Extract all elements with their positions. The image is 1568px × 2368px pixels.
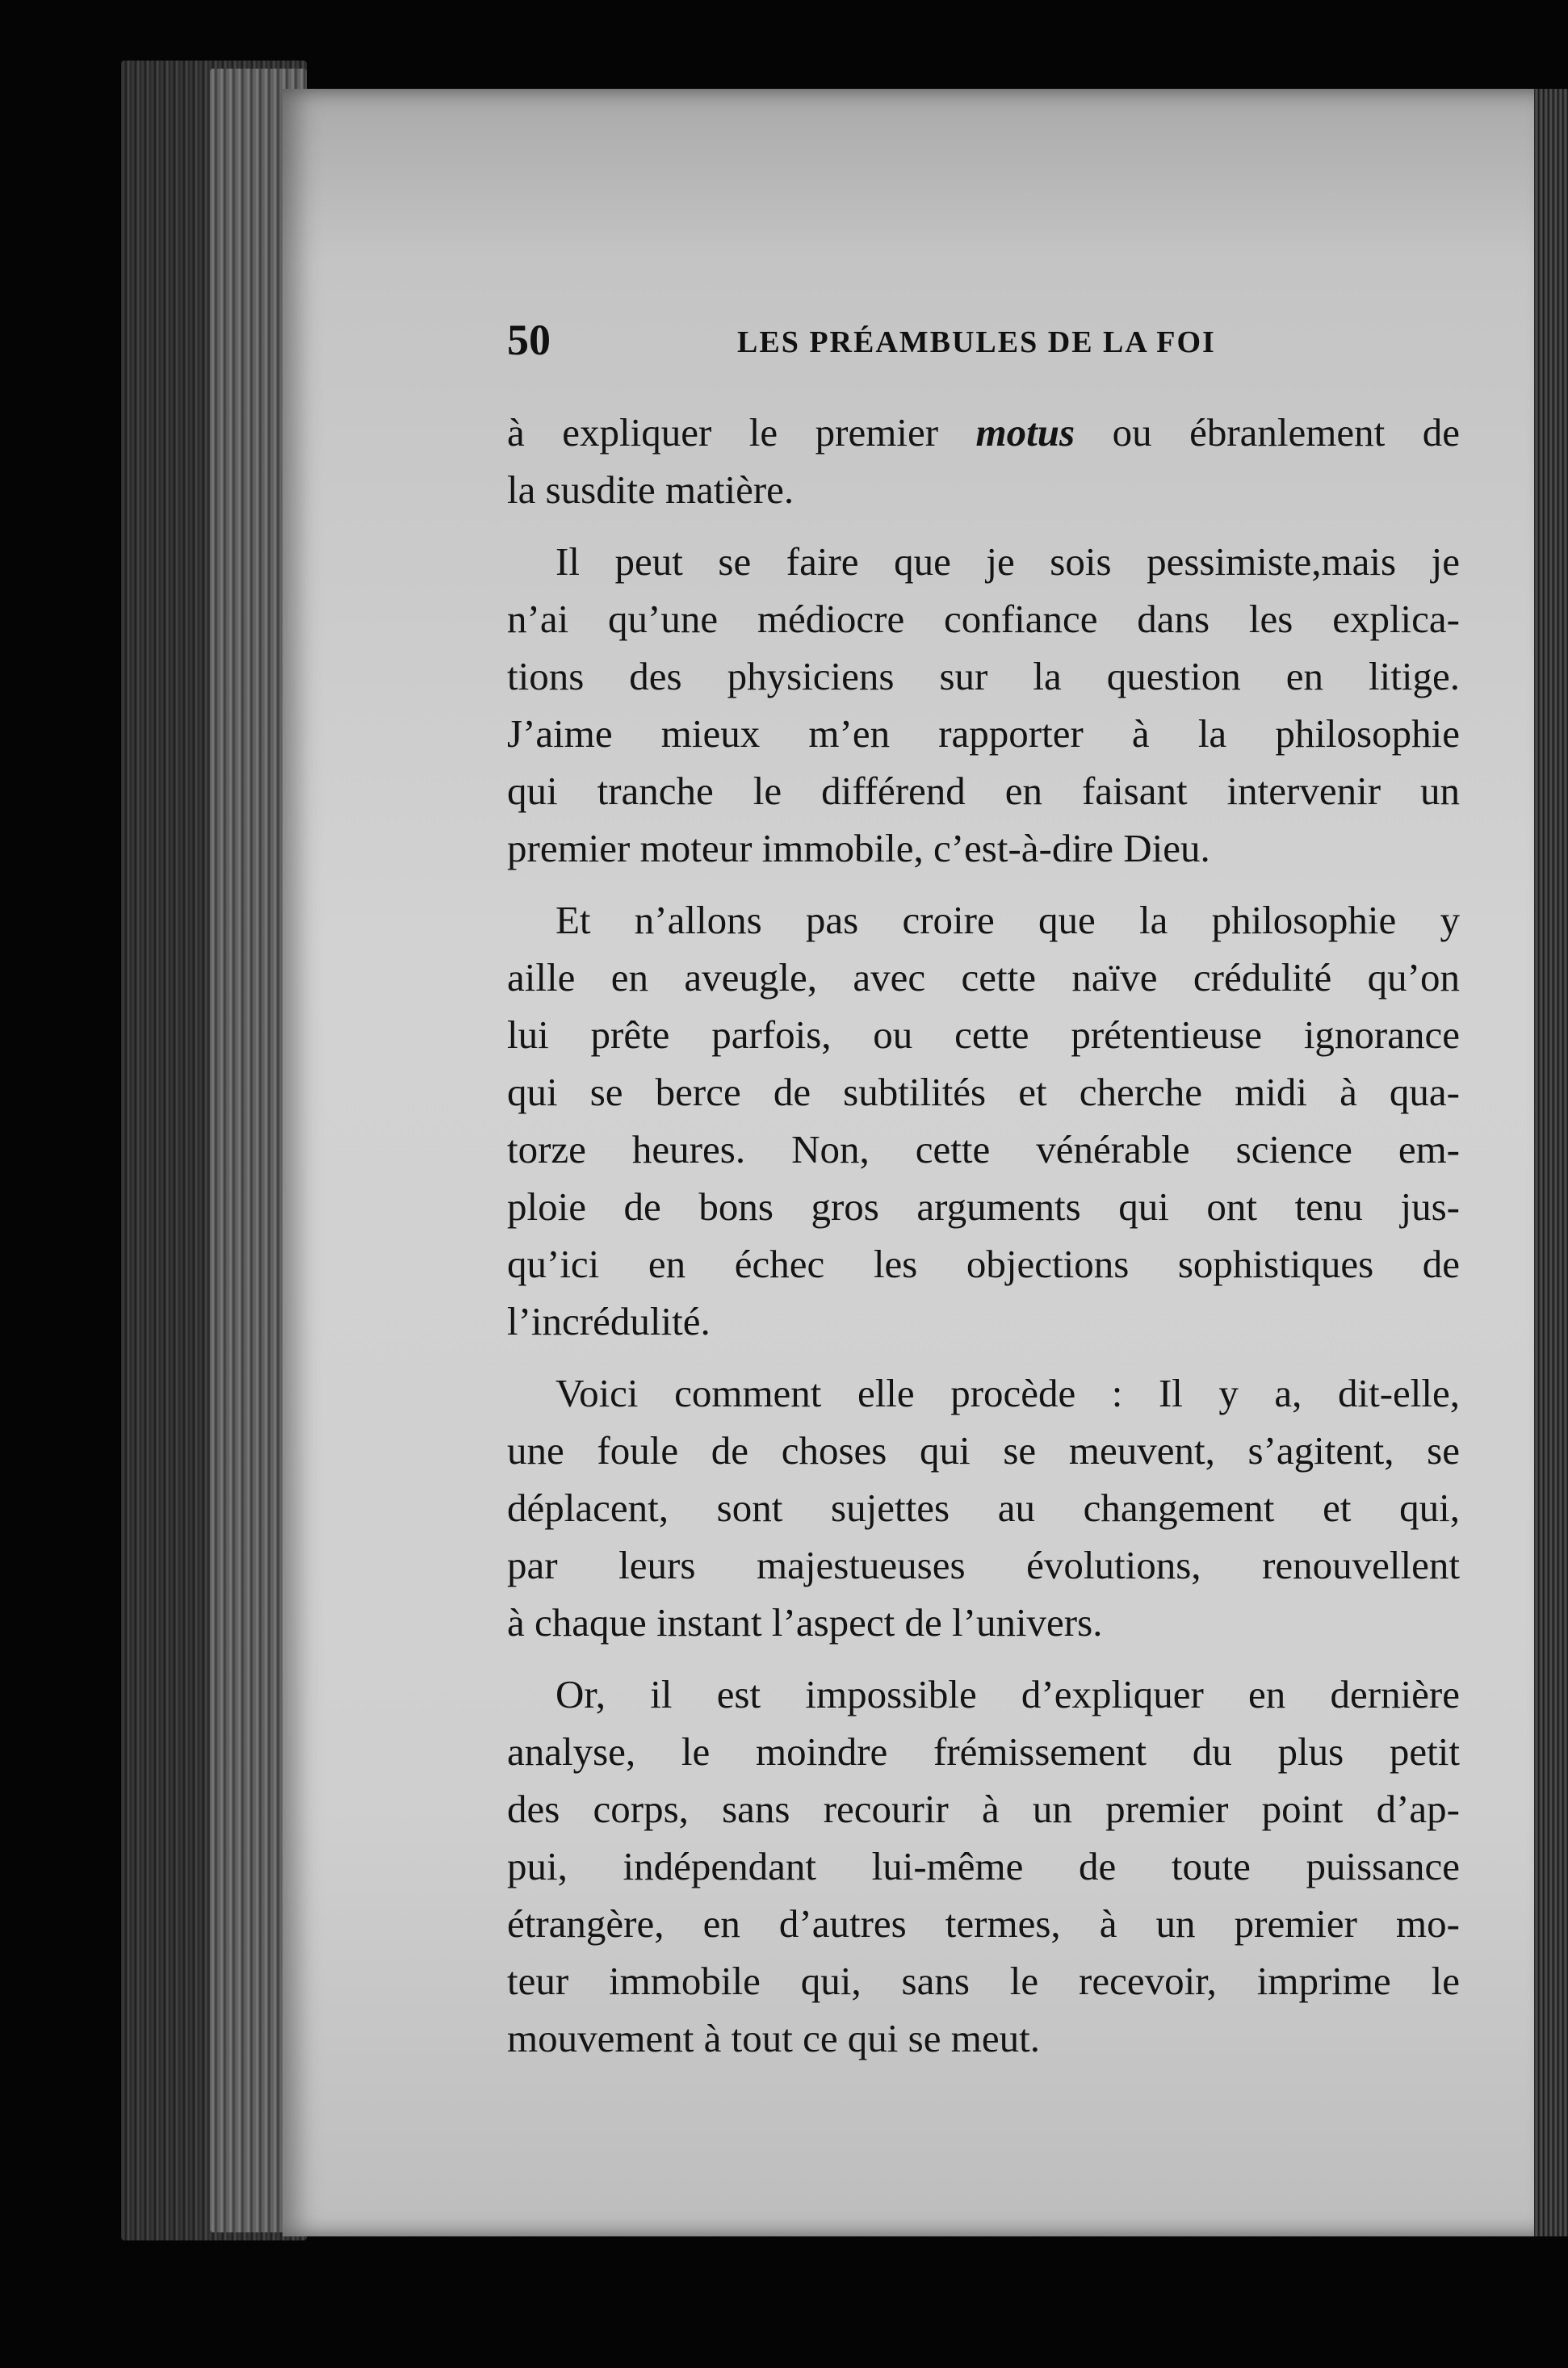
text-line: pui, indépendant lui-même de toute puissance [507, 1844, 1460, 1888]
text-line: aille en aveugle, avec cette naïve crédulité qu’on [507, 955, 1460, 1000]
paragraph-1 [507, 404, 1460, 518]
text-line: étrangère, en d’autres termes, à un premier mo- [507, 1901, 1460, 1946]
text-line: mouvement à tout ce qui se meut. [507, 2016, 1040, 2060]
text-line: par leurs majestueuses évolutions, renouvellent [507, 1543, 1460, 1587]
paragraph-3 [507, 891, 1460, 1350]
text-line: tions des physiciens sur la question en litige. [507, 654, 1460, 698]
text-line: la susdite matière. [507, 467, 794, 512]
italic-term: motus [975, 410, 1075, 455]
text-line: l’incrédulité. [507, 1299, 711, 1343]
text-line: qu’ici en échec les objections sophistiques de [507, 1242, 1460, 1286]
running-head: LES PRÉAMBULES DE LA FOI [737, 325, 1216, 359]
text-line: premier moteur immobile, c’est-à-dire Dieu. [507, 826, 1210, 870]
text-line: Voici comment elle procède : Il y a, dit-elle, [556, 1371, 1460, 1415]
page-header [507, 315, 1428, 379]
text-line: analyse, le moindre frémissement du plus petit [507, 1729, 1460, 1774]
text-line: n’ai qu’une médiocre confiance dans les explica- [507, 597, 1460, 641]
text-line: teur immobile qui, sans le recevoir, imprime le [507, 1959, 1460, 2003]
text-line: Or, il est impossible d’expliquer en dernière [556, 1672, 1460, 1716]
text-line: déplacent, sont sujettes au changement et qui, [507, 1486, 1460, 1530]
text-line: torze heures. Non, cette vénérable science em- [507, 1127, 1460, 1171]
paragraph-4 [507, 1364, 1460, 1651]
body-text [507, 404, 1460, 2073]
text-line: qui se berce de subtilités et cherche midi à qua- [507, 1070, 1460, 1114]
text-line: Il peut se faire que je sois pessimiste,mais je [556, 539, 1460, 584]
text-line: à expliquer le premier motus ou ébranlement de [507, 410, 1461, 455]
text-line: à chaque instant l’aspect de l’univers. [507, 1600, 1103, 1645]
text-line: lui prête parfois, ou cette prétentieuse ignorance [507, 1012, 1460, 1057]
text-line: J’aime mieux m’en rapporter à la philosophie [507, 711, 1460, 756]
paragraph-5 [507, 1666, 1460, 2067]
page-number: 50 [507, 316, 551, 364]
right-page-edge [1534, 89, 1568, 2236]
text-line: Et n’allons pas croire que la philosophie y [556, 898, 1460, 942]
text-line: ploie de bons gros arguments qui ont tenu jus- [507, 1184, 1460, 1229]
text-line: des corps, sans recourir à un premier point d’ap- [507, 1787, 1460, 1831]
paragraph-2 [507, 533, 1460, 877]
text-line: une foule de choses qui se meuvent, s’agitent, se [507, 1428, 1460, 1473]
text-line: qui tranche le différend en faisant intervenir un [507, 769, 1460, 813]
